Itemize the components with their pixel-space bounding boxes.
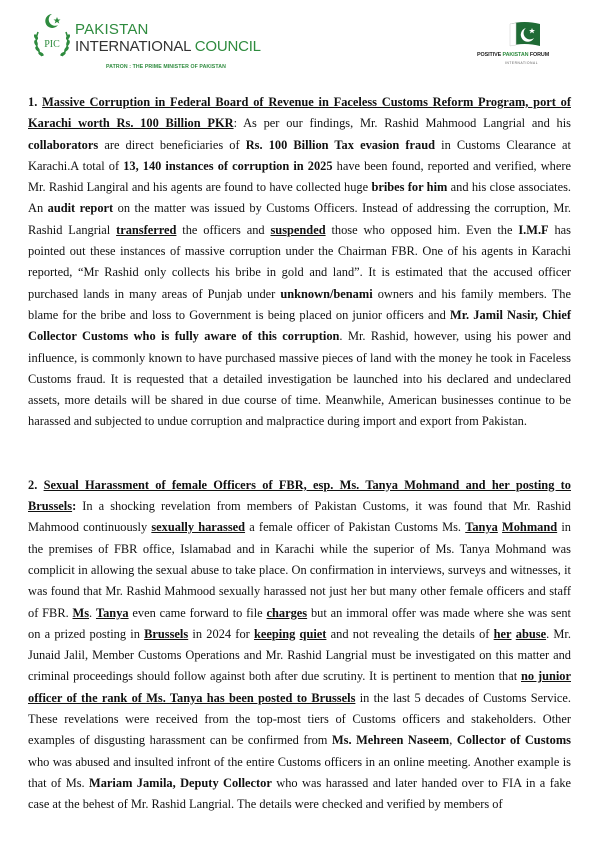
body-text: even came forward to file	[128, 605, 267, 620]
emphasis-underlined-text: Sexual Harassment of female Officers of FBR, esp. Ms. Tanya Mohmand and her posting to Brussels	[28, 477, 572, 514]
body-text: those who opposed him. Even the	[325, 222, 519, 237]
emphasis-text: 1.	[28, 95, 43, 109]
body-text: the officers and	[176, 222, 271, 237]
emphasis-underlined-text: quiet	[299, 626, 327, 641]
pic-name-line1: PAKISTAN	[75, 21, 149, 38]
pic-emblem-icon	[30, 12, 74, 62]
emphasis-underlined-text: keeping	[254, 626, 296, 641]
emphasis-text: Collector of Customs	[456, 733, 571, 748]
emphasis-text: unknown/benami	[280, 286, 373, 301]
emphasis-underlined-text: her	[493, 626, 512, 641]
emphasis-text: 2.	[28, 477, 44, 492]
body-text: ,	[449, 733, 457, 748]
emphasis-text: Mr. Jamil Nasir, Chief Collector Customs who is fully aware of this corruption	[28, 307, 571, 344]
emphasis-underlined-text: Tanya	[95, 605, 129, 620]
emphasis-text: 13, 140 instances of corruption in 2025	[123, 158, 333, 173]
body-text: have been found, reported and verified, where Mr. Rashid Langiral and his agents are found to have collected huge	[28, 158, 571, 195]
emphasis-text: I.M.F	[518, 222, 549, 237]
body-text: who was abused and insulted infront of the entire Customs officers in an online meeting. Another example is that of Ms.	[28, 754, 571, 790]
emphasis-underlined-text: charges	[266, 605, 308, 620]
ppf-name-a: POSITIVE	[477, 52, 503, 58]
pic-name-line2	[75, 39, 261, 54]
pic-emblem-text: PIC	[44, 39, 60, 50]
body-text: in the premises of FBR office, Islamabad and in Karachi while the superior of Ms. Tanya Mohmand was complicit in allowing the sexual abuse to take place. On confirmation in interviews, surveys and witnesses, it was found that Mr. Rashid Mahmood sexually harassed not just her but many other female officers and staff of FBR.	[28, 520, 571, 620]
ppf-subtitle: INTERNATIONAL	[505, 61, 539, 65]
body-text: and his close associates. An	[28, 180, 572, 216]
emphasis-underlined-text: Mohmand	[502, 520, 558, 535]
letterhead	[0, 0, 606, 90]
pakistan-flag-icon	[504, 20, 544, 50]
pic-wordmark	[75, 22, 261, 54]
body-text: a female officer of Pakistan Customs Ms.	[245, 520, 466, 535]
ppf-wordmark	[477, 52, 549, 58]
emphasis-underlined-text: sexually harassed	[151, 520, 246, 535]
body-text: in the last 5 decades of Customs Service. These revelations were received from the top-most tiers of Customs officers and stakeholders. Other examples of disgusting harassment can be confirmed from	[28, 690, 572, 748]
body-text: .	[89, 605, 96, 620]
emphasis-text: audit report	[47, 201, 114, 216]
body-text: but an immoral offer was made where she was sent on a prized posting in	[28, 605, 571, 641]
document-body	[28, 92, 571, 816]
body-text: who was harassed and later handed over to FIA in a fake case at the behest of Mr. Rashid Langrial. The details were checked and verified by members of	[28, 775, 572, 812]
emphasis-underlined-text: Ms	[72, 605, 90, 620]
emphasis-text: :	[72, 499, 77, 514]
body-text: . Mr. Rashid, however, using his power and influence, is commonly known to have purchased massive pieces of land with the money he took in Faceless Customs fraud. It is requested that a detailed investigation be launched into his declared and undeclared assets, more details will be shared in due course of time. Meanwhile, American businesses continue to be harassed and subjected to undue corruption and malpractice during import and export from Pakistan.	[28, 329, 572, 429]
body-text: owners and his family members. The blame for the bribe and loss to Government is being placed on junior officers and	[28, 286, 571, 322]
ppf-name-b: PAKISTAN	[502, 52, 529, 58]
pic-name-line2-b: COUNCIL	[194, 38, 261, 55]
section-spacer	[28, 433, 571, 475]
emphasis-text: Ms. Mehreen Naseem	[331, 733, 450, 748]
emphasis-underlined-text: Tanya	[465, 520, 498, 535]
emphasis-underlined-text: Brussels	[144, 626, 189, 641]
body-text: In a shocking revelation from members of Pakistan Customs, it was found that Mr. Rashid Mahmood continuously	[28, 499, 571, 535]
emphasis-text: bribes for him	[371, 180, 448, 195]
ppf-name-c: FORUM	[528, 52, 550, 58]
body-text: are direct beneficiaries of	[98, 137, 246, 152]
body-text: has pointed out these instances of massive corruption under the Chairman FBR. One of his agents in Karachi reported, “Mr Rashid only collects his bribe in gold and land”. It is estimated that the accused officer purchased lands in many areas of Punjab under	[28, 222, 571, 301]
section-2-harassment	[28, 475, 571, 816]
emphasis-text: Rs. 100 Billion Tax evasion fraud	[245, 137, 436, 152]
pic-name-line2-a: INTERNATIONAL	[75, 38, 195, 55]
emphasis-underlined-text: abuse	[515, 626, 547, 641]
patron-line: PATRON : THE PRIME MINISTER OF PAKISTAN	[106, 64, 226, 70]
body-text: . Mr. Junaid Jalil, Member Customs Operations and Mr. Rashid Langrial must be investigated on this matter and criminal proceedings should follow against both after due scrutiny. It is pertinent to mention that	[28, 626, 571, 684]
body-text: in Customs Clearance at Karachi.A total of	[28, 137, 571, 173]
body-text: in 2024 for	[188, 626, 254, 641]
emphasis-underlined-text: suspended	[270, 222, 326, 237]
body-text: on the matter was issued by Customs Officers. Instead of addressing the corruption, Mr. Rashid Langrial	[28, 201, 571, 237]
body-text: and not revealing the details of	[326, 626, 494, 641]
section-1-corruption	[28, 92, 571, 433]
emphasis-underlined-text: no junior officer of the rank of Ms. Tanya has been posted to Brussels	[28, 669, 571, 705]
emphasis-text: collaborators	[28, 137, 99, 152]
emphasis-underlined-text: transferred	[116, 222, 177, 237]
emphasis-text: Mariam Jamila, Deputy Collector	[89, 775, 272, 790]
emphasis-underlined-text: Massive Corruption in Federal Board of Revenue in Faceless Customs Reform Program, port of Karachi worth Rs. 100 Billion PKR	[28, 95, 571, 131]
body-text: : As per our findings, Mr. Rashid Mahmood Langrial and his	[233, 116, 571, 131]
